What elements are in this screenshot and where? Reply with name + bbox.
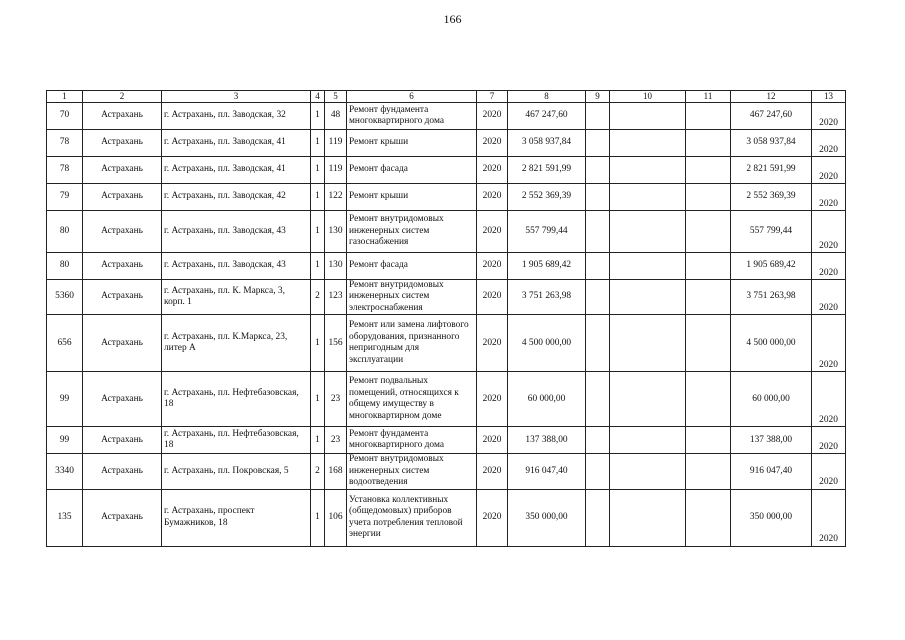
col11-cell (686, 372, 731, 427)
col5-cell: 168 (325, 454, 347, 489)
total-amount-cell: 350 000,00 (731, 489, 812, 546)
column-header: 4 (311, 91, 325, 103)
work-type-cell: Ремонт внутридомовых инженерных систем электроснабжения (347, 279, 477, 314)
end-year-cell: 2020 (812, 427, 846, 454)
end-year-cell: 2020 (812, 489, 846, 546)
column-header: 2 (83, 91, 162, 103)
address-cell: г. Астрахань, пл. Нефтебазовская, 18 (162, 427, 311, 454)
col5-cell: 48 (325, 102, 347, 129)
col5-cell: 122 (325, 183, 347, 210)
col9-cell (586, 454, 610, 489)
table-row (47, 210, 846, 252)
col11-cell (686, 129, 731, 156)
col9-cell (586, 102, 610, 129)
col5-cell: 156 (325, 315, 347, 372)
end-year-cell: 2020 (812, 372, 846, 427)
work-type-cell: Ремонт внутридомовых инженерных систем газоснабжения (347, 210, 477, 252)
work-type-cell: Ремонт крыши (347, 129, 477, 156)
column-header: 9 (586, 91, 610, 103)
total-amount-cell: 137 388,00 (731, 427, 812, 454)
work-type-cell: Ремонт фундамента многоквартирного дома (347, 427, 477, 454)
column-header: 6 (347, 91, 477, 103)
col10-cell (610, 156, 686, 183)
col11-cell (686, 183, 731, 210)
end-year-cell: 2020 (812, 183, 846, 210)
col10-cell (610, 372, 686, 427)
amount-cell: 3 058 937,84 (508, 129, 586, 156)
work-type-cell: Ремонт внутридомовых инженерных систем водоотведения (347, 454, 477, 489)
col4-cell: 1 (311, 489, 325, 546)
col9-cell (586, 427, 610, 454)
end-year-cell: 2020 (812, 129, 846, 156)
city-cell: Астрахань (83, 156, 162, 183)
header-row (47, 91, 846, 103)
work-type-cell: Ремонт или замена лифтового оборудования, признанного непригодным для эксплуатации (347, 315, 477, 372)
row-number-cell: 78 (47, 129, 83, 156)
col10-cell (610, 427, 686, 454)
total-amount-cell: 467 247,60 (731, 102, 812, 129)
row-number-cell: 78 (47, 156, 83, 183)
city-cell: Астрахань (83, 489, 162, 546)
city-cell: Астрахань (83, 427, 162, 454)
col5-cell: 130 (325, 252, 347, 279)
table-row (47, 427, 846, 454)
table-row (47, 372, 846, 427)
end-year-cell: 2020 (812, 156, 846, 183)
col10-cell (610, 279, 686, 314)
amount-cell: 467 247,60 (508, 102, 586, 129)
work-type-cell: Установка коллективных (общедомовых) приборов учета потребления тепловой энергии (347, 489, 477, 546)
address-cell: г. Астрахань, пл. Заводская, 43 (162, 210, 311, 252)
col11-cell (686, 315, 731, 372)
column-header: 12 (731, 91, 812, 103)
table-row (47, 454, 846, 489)
col4-cell: 2 (311, 454, 325, 489)
city-cell: Астрахань (83, 279, 162, 314)
col4-cell: 1 (311, 102, 325, 129)
col4-cell: 2 (311, 279, 325, 314)
address-cell: г. Астрахань, пл. Заводская, 41 (162, 156, 311, 183)
address-cell: г. Астрахань, проспект Бумажников, 18 (162, 489, 311, 546)
col4-cell: 1 (311, 315, 325, 372)
total-amount-cell: 4 500 000,00 (731, 315, 812, 372)
total-amount-cell: 3 751 263,98 (731, 279, 812, 314)
col4-cell: 1 (311, 129, 325, 156)
total-amount-cell: 2 821 591,99 (731, 156, 812, 183)
col4-cell: 1 (311, 210, 325, 252)
col11-cell (686, 489, 731, 546)
city-cell: Астрахань (83, 210, 162, 252)
address-cell: г. Астрахань, пл. Нефтебазовская, 18 (162, 372, 311, 427)
row-number-cell: 135 (47, 489, 83, 546)
col10-cell (610, 315, 686, 372)
col10-cell (610, 489, 686, 546)
col5-cell: 119 (325, 129, 347, 156)
col10-cell (610, 454, 686, 489)
col5-cell: 23 (325, 372, 347, 427)
col5-cell: 23 (325, 427, 347, 454)
end-year-cell: 2020 (812, 102, 846, 129)
column-header: 7 (477, 91, 508, 103)
city-cell: Астрахань (83, 252, 162, 279)
table-row (47, 183, 846, 210)
year-cell: 2020 (477, 489, 508, 546)
city-cell: Астрахань (83, 129, 162, 156)
col5-cell: 119 (325, 156, 347, 183)
column-header: 10 (610, 91, 686, 103)
row-number-cell: 79 (47, 183, 83, 210)
col9-cell (586, 372, 610, 427)
total-amount-cell: 2 552 369,39 (731, 183, 812, 210)
col10-cell (610, 252, 686, 279)
work-type-cell: Ремонт фасада (347, 252, 477, 279)
address-cell: г. Астрахань, пл. Заводская, 42 (162, 183, 311, 210)
col11-cell (686, 102, 731, 129)
total-amount-cell: 60 000,00 (731, 372, 812, 427)
amount-cell: 137 388,00 (508, 427, 586, 454)
year-cell: 2020 (477, 372, 508, 427)
year-cell: 2020 (477, 129, 508, 156)
col4-cell: 1 (311, 183, 325, 210)
col11-cell (686, 252, 731, 279)
year-cell: 2020 (477, 210, 508, 252)
total-amount-cell: 1 905 689,42 (731, 252, 812, 279)
col10-cell (610, 129, 686, 156)
year-cell: 2020 (477, 183, 508, 210)
row-number-cell: 3340 (47, 454, 83, 489)
address-cell: г. Астрахань, пл. Заводская, 32 (162, 102, 311, 129)
end-year-cell: 2020 (812, 252, 846, 279)
year-cell: 2020 (477, 315, 508, 372)
city-cell: Астрахань (83, 183, 162, 210)
year-cell: 2020 (477, 156, 508, 183)
col11-cell (686, 210, 731, 252)
table-row (47, 129, 846, 156)
column-header: 11 (686, 91, 731, 103)
year-cell: 2020 (477, 427, 508, 454)
row-number-cell: 80 (47, 252, 83, 279)
address-cell: г. Астрахань, пл. К.Маркса, 23, литер А (162, 315, 311, 372)
row-number-cell: 5360 (47, 279, 83, 314)
amount-cell: 916 047,40 (508, 454, 586, 489)
amount-cell: 1 905 689,42 (508, 252, 586, 279)
col9-cell (586, 210, 610, 252)
col4-cell: 1 (311, 372, 325, 427)
table-row (47, 102, 846, 129)
end-year-cell: 2020 (812, 210, 846, 252)
year-cell: 2020 (477, 102, 508, 129)
amount-cell: 3 751 263,98 (508, 279, 586, 314)
col10-cell (610, 210, 686, 252)
year-cell: 2020 (477, 454, 508, 489)
column-header: 1 (47, 91, 83, 103)
column-header: 3 (162, 91, 311, 103)
col5-cell: 130 (325, 210, 347, 252)
row-number-cell: 99 (47, 372, 83, 427)
col4-cell: 1 (311, 156, 325, 183)
table-row (47, 156, 846, 183)
amount-cell: 2 821 591,99 (508, 156, 586, 183)
row-number-cell: 656 (47, 315, 83, 372)
city-cell: Астрахань (83, 454, 162, 489)
col4-cell: 1 (311, 252, 325, 279)
address-cell: г. Астрахань, пл. Покровская, 5 (162, 454, 311, 489)
col5-cell: 123 (325, 279, 347, 314)
amount-cell: 4 500 000,00 (508, 315, 586, 372)
col9-cell (586, 315, 610, 372)
amount-cell: 350 000,00 (508, 489, 586, 546)
city-cell: Астрахань (83, 372, 162, 427)
table-row (47, 489, 846, 546)
address-cell: г. Астрахань, пл. К. Маркса, 3, корп. 1 (162, 279, 311, 314)
repair-schedule-table (46, 90, 846, 547)
address-cell: г. Астрахань, пл. Заводская, 43 (162, 252, 311, 279)
address-cell: г. Астрахань, пл. Заводская, 41 (162, 129, 311, 156)
column-header: 8 (508, 91, 586, 103)
amount-cell: 557 799,44 (508, 210, 586, 252)
end-year-cell: 2020 (812, 279, 846, 314)
year-cell: 2020 (477, 252, 508, 279)
column-header: 5 (325, 91, 347, 103)
work-type-cell: Ремонт подвальных помещений, относящихся к общему имуществу в многоквартирном доме (347, 372, 477, 427)
col10-cell (610, 183, 686, 210)
col9-cell (586, 183, 610, 210)
end-year-cell: 2020 (812, 454, 846, 489)
year-cell: 2020 (477, 279, 508, 314)
col9-cell (586, 252, 610, 279)
col11-cell (686, 156, 731, 183)
col4-cell: 1 (311, 427, 325, 454)
col5-cell: 106 (325, 489, 347, 546)
col9-cell (586, 156, 610, 183)
col9-cell (586, 129, 610, 156)
col11-cell (686, 427, 731, 454)
city-cell: Астрахань (83, 102, 162, 129)
col11-cell (686, 454, 731, 489)
row-number-cell: 99 (47, 427, 83, 454)
city-cell: Астрахань (83, 315, 162, 372)
table-row (47, 279, 846, 314)
col9-cell (586, 279, 610, 314)
work-type-cell: Ремонт фундамента многоквартирного дома (347, 102, 477, 129)
col11-cell (686, 279, 731, 314)
column-header: 13 (812, 91, 846, 103)
amount-cell: 60 000,00 (508, 372, 586, 427)
row-number-cell: 80 (47, 210, 83, 252)
total-amount-cell: 557 799,44 (731, 210, 812, 252)
row-number-cell: 70 (47, 102, 83, 129)
work-type-cell: Ремонт крыши (347, 183, 477, 210)
end-year-cell: 2020 (812, 315, 846, 372)
page-number: 166 (443, 12, 462, 26)
work-type-cell: Ремонт фасада (347, 156, 477, 183)
total-amount-cell: 3 058 937,84 (731, 129, 812, 156)
total-amount-cell: 916 047,40 (731, 454, 812, 489)
col9-cell (586, 489, 610, 546)
col10-cell (610, 102, 686, 129)
amount-cell: 2 552 369,39 (508, 183, 586, 210)
table-row (47, 315, 846, 372)
table-row (47, 252, 846, 279)
